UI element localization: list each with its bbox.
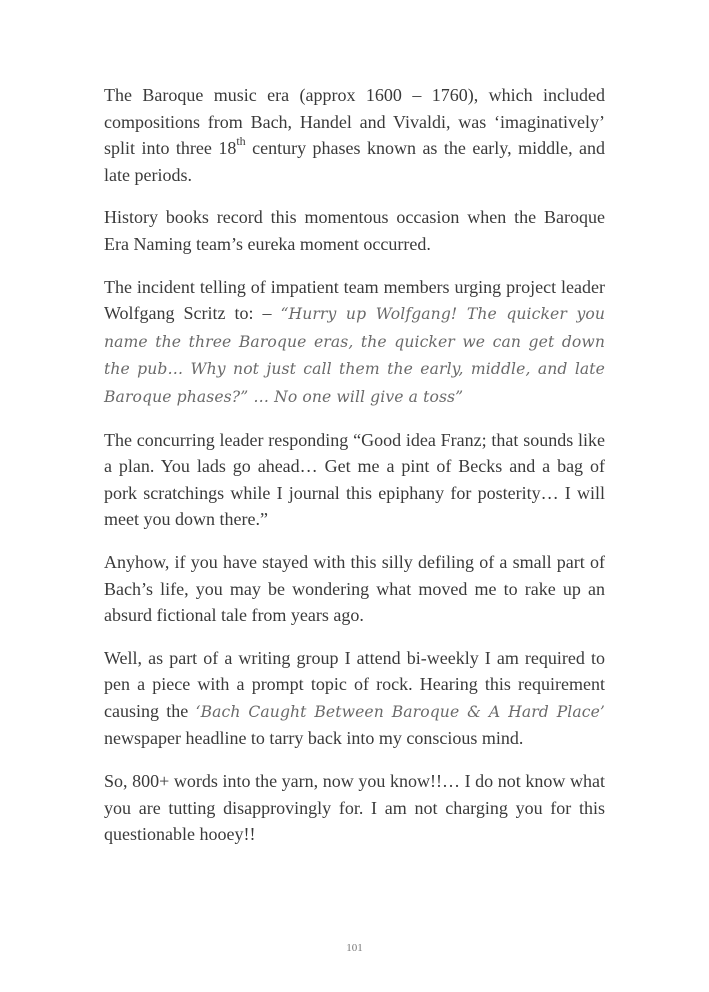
document-page: [104, 82, 605, 864]
text: So, 800+ words into the yarn, now you know!!… I do not know what you are tutting disapprovingly for. I am not charging you for this questionable hooey!!: [104, 771, 605, 845]
paragraph-baroque-era: [104, 82, 605, 188]
text: The Baroque music era (approx 1600 – 1760), which included compositions from Bach, Handel and Vivaldi, was ‘imaginatively’ split into three 18: [104, 85, 605, 159]
text: Anyhow, if you have stayed with this silly defiling of a small part of Bach’s life, you may be wondering what moved me to rake up an absurd fictional tale from years ago.: [104, 551, 605, 626]
italic-headline: ‘Bach Caught Between Baroque & A Hard Place’: [195, 702, 605, 721]
italic-quote: “Hurry up Wolfgang! The quicker you name the three Baroque eras, the quicker we can get down the pub… Why not just call them the early, middle, and late Baroque phases?” … No one will give a toss”: [104, 305, 605, 406]
text: century phases known as the early, middle, and late periods.: [104, 138, 606, 185]
text: The concurring leader responding “Good idea Franz; that sounds like a plan. You lads go ahead… Get me a pint of Becks and a bag of pork scratchings while I journal this epiphany for posterity… I will meet you down there.”: [104, 429, 605, 530]
paragraph-leader-response: [104, 427, 605, 533]
text: History books record this momentous occasion when the Baroque Era Naming team’s eureka moment occurred.: [104, 207, 605, 254]
paragraph-writing-group: [104, 645, 605, 752]
superscript: th: [236, 134, 246, 149]
text: The incident telling of impatient team members urging project leader Wolfgang Scritz to: –: [104, 276, 605, 324]
paragraph-anyhow: [104, 549, 605, 629]
text: Well, as part of a writing group I attend bi-weekly I am required to pen a piece with a prompt topic of rock. Hearing this requirement causing the: [104, 647, 605, 721]
text: newspaper headline to tarry back into my conscious mind.: [104, 728, 524, 749]
page-number: 101: [346, 942, 363, 954]
paragraph-incident: [104, 274, 605, 411]
paragraph-conclusion: [104, 768, 605, 848]
paragraph-history-books: [104, 204, 605, 257]
